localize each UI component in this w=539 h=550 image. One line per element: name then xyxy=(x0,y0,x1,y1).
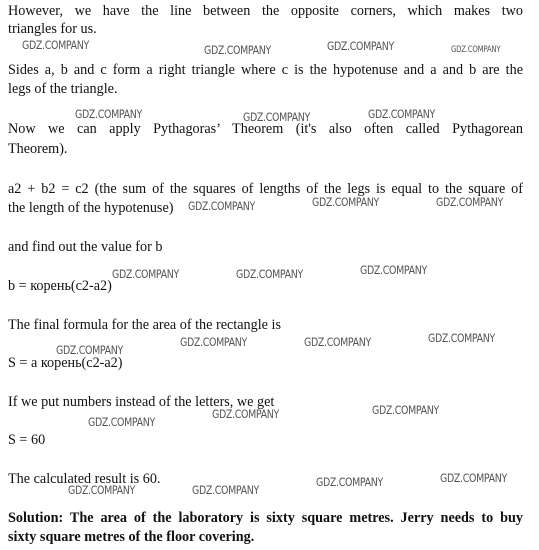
paragraph-line: The final formula for the area of the rectangle is xyxy=(8,317,281,333)
paragraph-line: Now we can apply Pythagoras’ Theorem (it's also often called Pythagorean xyxy=(8,121,523,137)
formula-line: S = 60 xyxy=(8,432,46,448)
watermark: GDZ.COMPANY xyxy=(56,343,123,357)
watermark: GDZ.COMPANY xyxy=(451,45,501,55)
watermark: GDZ.COMPANY xyxy=(327,39,394,53)
watermark: GDZ.COMPANY xyxy=(88,415,155,429)
watermark: GDZ.COMPANY xyxy=(212,407,279,421)
watermark: GDZ.COMPANY xyxy=(243,110,310,124)
solution-line: Solution: The area of the laboratory is sixty square metres. Jerry needs to buy xyxy=(8,510,523,526)
solution-line: sixty square metres of the floor covering. xyxy=(8,529,255,545)
watermark: GDZ.COMPANY xyxy=(436,195,503,209)
watermark: GDZ.COMPANY xyxy=(316,475,383,489)
watermark: GDZ.COMPANY xyxy=(428,331,495,345)
paragraph-line: Theorem). xyxy=(8,141,68,157)
paragraph-line: However, we have the line between the opposite corners, which makes two xyxy=(8,3,523,19)
watermark: GDZ.COMPANY xyxy=(312,195,379,209)
paragraph-line: Sides a, b and c form a right triangle where c is the hypotenuse and a and b are the xyxy=(8,62,523,78)
watermark: GDZ.COMPANY xyxy=(68,483,135,497)
watermark: GDZ.COMPANY xyxy=(192,483,259,497)
watermark: GDZ.COMPANY xyxy=(440,471,507,485)
paragraph-line: the length of the hypotenuse) xyxy=(8,200,174,216)
watermark: GDZ.COMPANY xyxy=(188,199,255,213)
watermark: GDZ.COMPANY xyxy=(372,403,439,417)
paragraph-line: a2 + b2 = c2 (the sum of the squares of lengths of the legs is equal to the square of xyxy=(8,181,523,197)
watermark: GDZ.COMPANY xyxy=(304,335,371,349)
watermark: GDZ.COMPANY xyxy=(236,267,303,281)
watermark: GDZ.COMPANY xyxy=(112,267,179,281)
paragraph-line: and find out the value for b xyxy=(8,239,163,255)
watermark: GDZ.COMPANY xyxy=(22,38,89,52)
watermark: GDZ.COMPANY xyxy=(75,107,142,121)
paragraph-line: The calculated result is 60. xyxy=(8,471,161,487)
paragraph-line: legs of the triangle. xyxy=(8,81,118,97)
formula-line: b = корень(c2-a2) xyxy=(8,278,112,294)
watermark: GDZ.COMPANY xyxy=(204,43,271,57)
watermark: GDZ.COMPANY xyxy=(180,335,247,349)
paragraph-line: If we put numbers instead of the letters, we get xyxy=(8,394,275,410)
watermark: GDZ.COMPANY xyxy=(360,263,427,277)
watermark: GDZ.COMPANY xyxy=(368,107,435,121)
paragraph-line: triangles for us. xyxy=(8,21,97,37)
formula-line: S = a корень(c2-a2) xyxy=(8,355,123,371)
